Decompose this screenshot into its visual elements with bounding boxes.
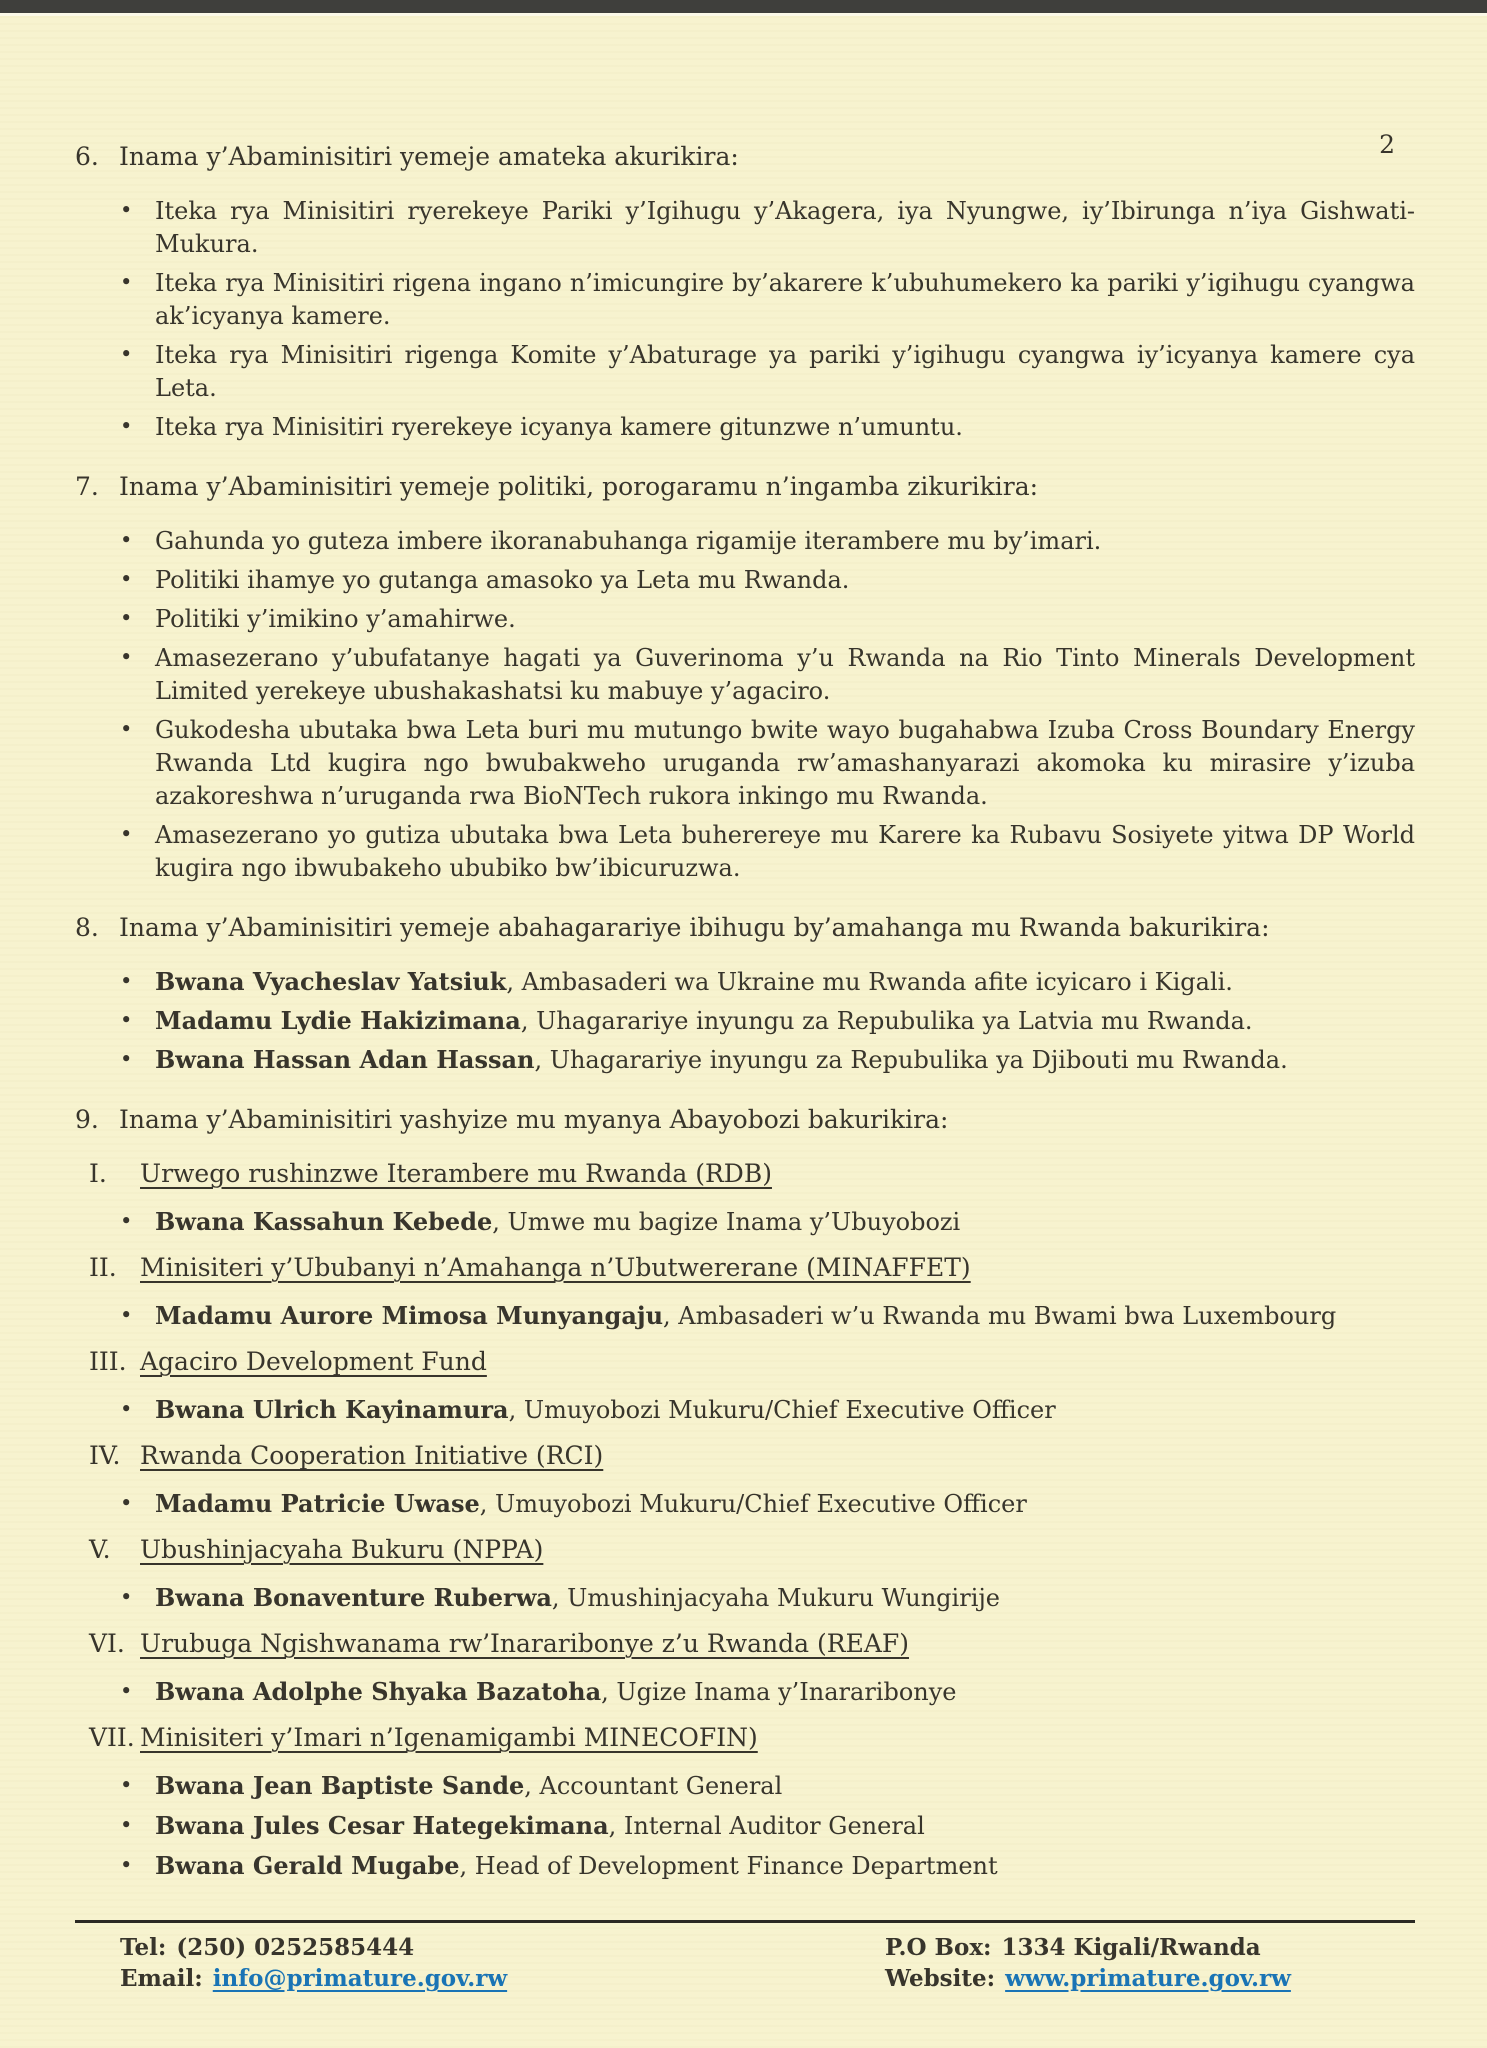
list-item [120,1769,1415,1803]
subsection-reaf [75,1627,1415,1709]
bullet-list [75,194,1415,444]
bullet-text [155,563,1415,597]
list-item [120,713,1415,813]
person-name: Bwana Kassahun Kebede [155,1207,493,1236]
bullet-text [155,1043,1415,1077]
subsection-title: Ubushinjacyaha Bukuru (NPPA) [140,1535,544,1564]
person-name: Bwana Hassan Adan Hassan [155,1045,535,1074]
person-name: Madamu Aurore Mimosa Munyangaju [155,1301,664,1330]
roman-numeral: V. [89,1535,111,1564]
list-item [120,338,1415,405]
pobox-value: 1334 Kigali/Rwanda [1001,1934,1261,1961]
list-item [120,410,1415,444]
bullet-list [75,524,1415,885]
subsection-heading-row [75,1157,1415,1191]
bullet-rest: Gahunda yo guteza imbere ikoranabuhanga rigamije iterambere mu by’imari. [155,527,1102,555]
list-item [120,1393,1415,1427]
list-item [120,641,1415,708]
roman-numeral: VI. [89,1629,125,1658]
section-heading: Inama y’Abaminisitiri yashyize mu myanya Abayobozi bakurikira: [119,1105,949,1134]
list-item [120,1849,1415,1883]
bullet-rest: Iteka rya Minisitiri ryerekeye Pariki y’Igihugu y’Akagera, iya Nyungwe, iy’Ibirunga n’iya Gishwati-Mukura. [155,197,1415,258]
list-item [120,1205,1415,1239]
person-name: Bwana Jean Baptiste Sande [155,1771,525,1800]
person-name: Bwana Adolphe Shyaka Bazatoha [155,1677,602,1706]
subsection-heading-row [75,1721,1415,1755]
bullet-rest: Iteka rya Minisitiri rigenga Komite y’Abaturage ya pariki y’igihugu cyangwa iy’icyanya kamere cya Leta. [155,341,1415,402]
roman-numeral: III. [89,1347,127,1376]
person-title: , Umushinjacyaha Mukuru Wungirije [551,1584,1001,1612]
bullet-text [155,194,1415,261]
list-item [120,1581,1415,1615]
person-title: , Internal Auditor General [608,1812,925,1840]
bullet-icon: • [120,528,133,552]
roman-numeral: II. [89,1253,117,1282]
list-item [120,965,1415,999]
list-item [120,1809,1415,1843]
bullet-icon: • [120,1853,133,1877]
section-heading: Inama y’Abaminisitiri yemeje politiki, porogaramu n’ingamba zikurikira: [119,472,1039,501]
bullet-text [155,1809,1415,1843]
footer-website-row [885,1963,1415,1994]
section-heading: Inama y’Abaminisitiri yemeje abahagarariye ibihugu by’amahanga mu Rwanda bakurikira: [119,913,1270,942]
bullet-text [155,524,1415,558]
section-heading-row [75,911,1415,945]
subsection-list [75,1157,1415,1883]
section-heading-row [75,470,1415,504]
bullet-text [155,1581,1415,1615]
bullet-rest: Politiki y’imikino y’amahirwe. [155,605,516,633]
subsection-title: Rwanda Cooperation Initiative (RCI) [140,1441,604,1470]
website-label: Website: [885,1965,996,1992]
section-9 [75,1103,1415,1883]
footer-email-row [120,1963,885,1994]
subsection-heading-row [75,1533,1415,1567]
list-item [120,818,1415,885]
person-name: Bwana Ulrich Kayinamura [155,1395,509,1424]
bullet-text [155,1675,1415,1709]
bullet-rest: Iteka rya Minisitiri rigena ingano n’imicungire by’akarere k’ubuhumekero ka pariki y’igihugu cyangwa ak’icyanya kamere. [155,269,1415,330]
person-title: , Accountant General [524,1772,783,1800]
person-title: , Head of Development Finance Department [459,1852,998,1880]
bullet-text [155,1769,1415,1803]
bullet-icon: • [120,1047,133,1071]
list-item [120,602,1415,636]
subsection-title: Urwego rushinzwe Iterambere mu Rwanda (RDB) [140,1159,772,1188]
person-title: , Uhagarariye inyungu za Repubulika ya Latvia mu Rwanda. [520,1007,1253,1035]
person-name: Madamu Patricie Uwase [155,1489,480,1518]
footer-pobox-row [885,1932,1415,1963]
footer-tel-row [120,1932,885,1963]
bullet-icon: • [120,198,133,222]
tel-label: Tel: [120,1934,167,1961]
person-title: , Umwe mu bagize Inama y’Ubuyobozi [492,1208,961,1236]
roman-numeral: I. [89,1159,107,1188]
bullet-text [155,641,1415,708]
bullet-icon: • [120,1491,133,1515]
bullet-text [155,1004,1415,1038]
list-item [120,1299,1415,1333]
subsection-heading-row [75,1439,1415,1473]
subsection-minaffet [75,1251,1415,1333]
section-number: 7. [75,472,99,501]
list-item [120,1487,1415,1521]
subsection-title: Minisiteri y’Imari n’Igenamigambi MINECOFIN) [140,1723,758,1752]
person-name: Bwana Vyacheslav Yatsiuk [155,967,507,996]
bullet-icon: • [120,606,133,630]
section-heading: Inama y’Abaminisitiri yemeje amateka akurikira: [119,142,739,171]
roman-numeral: IV. [89,1441,121,1470]
bullet-rest: Iteka rya Minisitiri ryerekeye icyanya kamere gitunzwe n’umuntu. [155,413,963,441]
page-number: 2 [1379,130,1395,159]
bullet-rest: Politiki ihamye yo gutanga amasoko ya Leta mu Rwanda. [155,566,850,594]
subsection-rdb [75,1157,1415,1239]
bullet-icon: • [120,1679,133,1703]
list-item [120,1004,1415,1038]
bullet-text [155,965,1415,999]
subsection-title: Urubuga Ngishwanama rw’Inararibonye z’u Rwanda (REAF) [140,1629,909,1658]
subsection-agaciro [75,1345,1415,1427]
bullet-icon: • [120,1303,133,1327]
subsection-heading-row [75,1345,1415,1379]
bullet-text [155,410,1415,444]
bullet-icon: • [120,414,133,438]
bullet-list [75,1393,1415,1427]
subsection-title: Agaciro Development Fund [140,1347,487,1376]
email-link[interactable]: info@primature.gov.rw [212,1965,508,1992]
bullet-rest: Amasezerano yo gutiza ubutaka bwa Leta buherereye mu Karere ka Rubavu Sosiyete yitwa DP World kugira ngo ibwubakeho ububiko bw’ibicuruzwa. [155,821,1415,882]
person-title: , Umuyobozi Mukuru/Chief Executive Officer [479,1490,1027,1518]
section-7 [75,470,1415,885]
bullet-text [155,818,1415,885]
person-name: Madamu Lydie Hakizimana [155,1006,521,1035]
subsection-rci [75,1439,1415,1521]
pobox-label: P.O Box: [885,1934,992,1961]
person-name: Bwana Jules Cesar Hategekimana [155,1811,609,1840]
email-label: Email: [120,1965,203,1992]
subsection-minecofin [75,1721,1415,1883]
bullet-text [155,266,1415,333]
footer-right-block [885,1932,1415,1994]
section-number: 9. [75,1105,99,1134]
bullet-icon: • [120,1397,133,1421]
section-number: 6. [75,142,99,171]
list-item [120,524,1415,558]
section-heading-row [75,1103,1415,1137]
section-8 [75,911,1415,1077]
section-number: 8. [75,913,99,942]
page-footer [75,1920,1415,1994]
bullet-list [75,1299,1415,1333]
bullet-text [155,713,1415,813]
bullet-icon: • [120,270,133,294]
bullet-icon: • [120,567,133,591]
bullet-icon: • [120,342,133,366]
bullet-icon: • [120,1813,133,1837]
bullet-list [75,1205,1415,1239]
list-item [120,194,1415,261]
list-item [120,266,1415,333]
bullet-icon: • [120,717,133,741]
bullet-list [75,1581,1415,1615]
bullet-rest: Gukodesha ubutaka bwa Leta buri mu mutungo bwite wayo bugahabwa Izuba Cross Boundary Energy Rwanda Ltd kugira ngo bwubakweho uruganda rw’amashanyarazi akomoka ku mirasire y’izuba azakoreshwa n’uruganda rwa BioNTech rukora inkingo mu Rwanda. [155,716,1415,810]
bullet-icon: • [120,1773,133,1797]
bullet-icon: • [120,645,133,669]
roman-numeral: VII. [89,1723,135,1752]
person-title: , Uhagarariye inyungu za Repubulika ya Djibouti mu Rwanda. [534,1046,1288,1074]
list-item [120,1675,1415,1709]
section-6 [75,140,1415,444]
list-item [120,563,1415,597]
bullet-list [75,1675,1415,1709]
bullet-icon: • [120,1008,133,1032]
bullet-icon: • [120,822,133,846]
person-title: , Ugize Inama y’Inararibonye [601,1678,957,1706]
subsection-heading-row [75,1251,1415,1285]
tel-value: (250) 0252585444 [176,1934,415,1961]
person-name: Bwana Gerald Mugabe [155,1851,460,1880]
bullet-rest: Amasezerano y’ubufatanye hagati ya Guverinoma y’u Rwanda na Rio Tinto Minerals Development Limited yerekeye ubushakashatsi ku mabuye y’agaciro. [155,644,1415,705]
person-title: , Ambasaderi wa Ukraine mu Rwanda afite icyicaro i Kigali. [506,968,1233,996]
person-name: Bwana Bonaventure Ruberwa [155,1583,552,1612]
footer-left-block [75,1932,885,1994]
subsection-title: Minisiteri y’Ububanyi n’Amahanga n’Ubutwererane (MINAFFET) [140,1253,971,1282]
subsection-nppa [75,1533,1415,1615]
bullet-list [75,1769,1415,1883]
website-link[interactable]: www.primature.gov.rw [1005,1965,1291,1992]
section-heading-row [75,140,1415,174]
bullet-text [155,1849,1415,1883]
bullet-icon: • [120,969,133,993]
bullet-icon: • [120,1209,133,1233]
bullet-list [75,1487,1415,1521]
bullet-text [155,602,1415,636]
person-title: , Umuyobozi Mukuru/Chief Executive Officer [508,1396,1056,1424]
bullet-text [155,1299,1415,1333]
bullet-text [155,338,1415,405]
bullet-text [155,1393,1415,1427]
bullet-icon: • [120,1585,133,1609]
list-item [120,1043,1415,1077]
person-title: , Ambasaderi w’u Rwanda mu Bwami bwa Luxembourg [663,1302,1337,1330]
subsection-heading-row [75,1627,1415,1661]
bullet-text [155,1205,1415,1239]
bullet-list [75,965,1415,1077]
bullet-text [155,1487,1415,1521]
